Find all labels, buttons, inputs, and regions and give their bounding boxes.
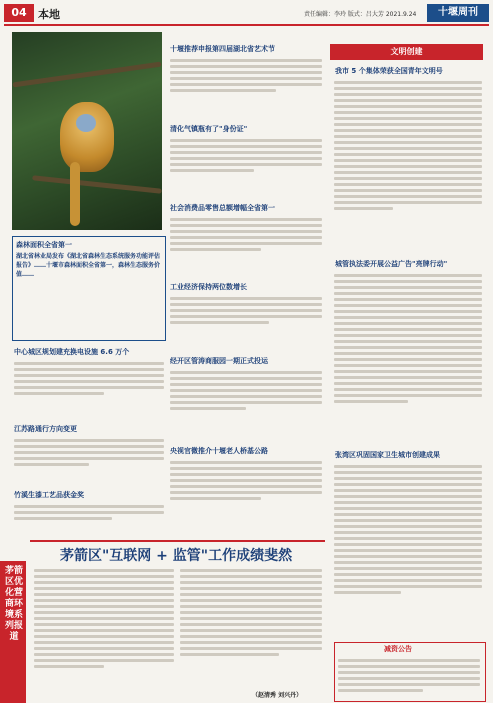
mid-headline-1: 十堰推荐申报第四届湖北省艺术节 (170, 45, 275, 53)
page-number: 04 (4, 4, 34, 22)
civilization-banner: 文明创建 (330, 44, 483, 60)
mid-headline-5: 经开区管涛商服园一期正式投运 (170, 357, 268, 365)
mid-paragraph-3 (170, 215, 322, 275)
left-box-text: 湖北省林业局发布《湖北省森林生态系统服务功能评估报告》……十堰市森林面积全省第一，森林生态服务价值…… (16, 253, 160, 278)
left-headline-3: 竹溪生漆工艺品获金奖 (14, 491, 84, 499)
left-paragraph-1 (14, 359, 164, 419)
mid-paragraph-1 (170, 56, 322, 118)
right-headline-2: 城管执法委开展公益广告"亮牌行动" (335, 260, 448, 268)
mid-headline-6: 央视官微推介十堰老人桥基公路 (170, 447, 268, 455)
mid-paragraph-4 (170, 294, 322, 349)
mid-paragraph-6 (170, 458, 322, 530)
notice-text (338, 656, 480, 698)
right-paragraph-2 (334, 271, 482, 446)
left-paragraph-3 (14, 502, 164, 536)
page-header (4, 4, 489, 26)
mid-paragraph-5 (170, 368, 322, 438)
masthead-logo: 十堰周刊 (427, 4, 489, 22)
left-headline-2: 江苏路通行方向变更 (14, 425, 77, 433)
right-paragraph-1 (334, 78, 482, 253)
monkey-tail (70, 162, 80, 226)
left-paragraph-2 (14, 436, 164, 484)
bottom-paragraph-left (34, 566, 174, 696)
right-headline-1: 我市 5 个集体荣获全国青年文明号 (335, 67, 443, 75)
notice-title: 减资公告 (384, 645, 412, 653)
bottom-headline: 茅箭区"互联网 + 监管"工作成绩斐然 (60, 548, 293, 564)
golden-monkey-photo (12, 32, 162, 230)
mid-headline-4: 工业经济保持两位数增长 (170, 283, 247, 291)
editor-meta: 责任编辑：李玲 版式：吕大芳 2021.9.24 (304, 11, 417, 18)
bottom-byline: （赵清秀 刘兴丹） (252, 692, 303, 699)
mid-headline-2: 清化气镇瓶有了"身份证" (170, 125, 248, 133)
branch-shape (12, 62, 161, 88)
left-headline-1: 中心城区规划建充换电设施 6.6 万个 (14, 348, 130, 356)
mid-headline-3: 社会消费品零售总额增幅全省第一 (170, 204, 275, 212)
bottom-paragraph-right (180, 566, 322, 686)
monkey-face (76, 114, 96, 132)
left-box-title: 森林面积全省第一 (16, 241, 72, 249)
monkey-body (60, 102, 114, 172)
right-headline-3: 张湾区巩固国家卫生城市创建成果 (335, 451, 440, 459)
right-paragraph-3 (334, 462, 482, 636)
branch-shape (32, 175, 162, 194)
vertical-series-text: 茅箭区优化营商环境系列报道 (5, 566, 24, 642)
mid-paragraph-2 (170, 136, 322, 196)
section-name: 本地 (38, 8, 60, 21)
